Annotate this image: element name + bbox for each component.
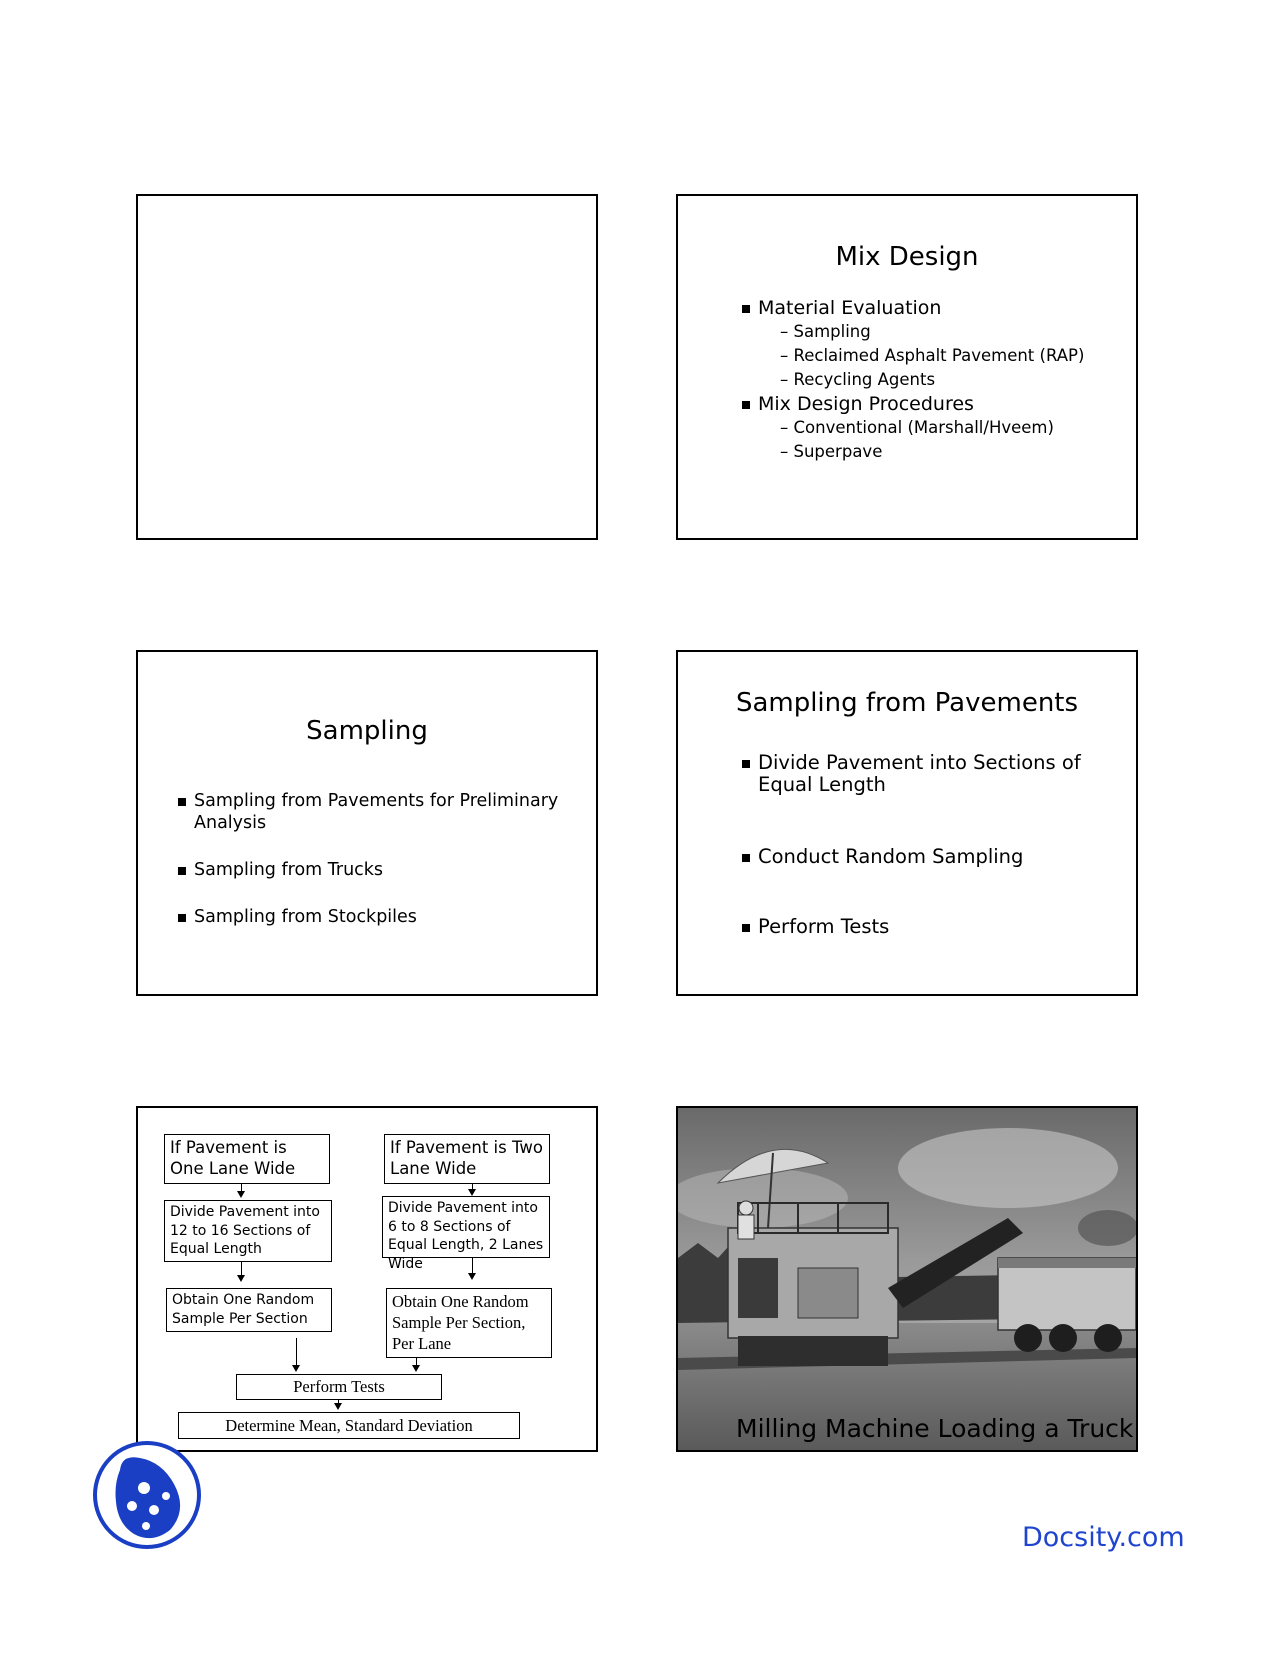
- slide-title: Sampling from Pavements: [735, 688, 1079, 718]
- divide-two-lane-box: Divide Pavement into 6 to 8 Sections of Equal Length, 2 Lanes Wide: [382, 1196, 550, 1258]
- bullet-text: Mix Design Procedures: [758, 393, 974, 415]
- one-lane-box: If Pavement is One Lane Wide: [164, 1134, 330, 1184]
- photo-caption: Milling Machine Loading a Truck: [736, 1414, 1134, 1443]
- slide-blank: [136, 194, 598, 540]
- docsity-brand-link[interactable]: Docsity.com: [1022, 1522, 1185, 1553]
- sample-one-lane-box: Obtain One Random Sample Per Section: [166, 1288, 332, 1332]
- sample-two-lane-box: Obtain One Random Sample Per Section, Per Lane: [386, 1288, 552, 1358]
- two-lane-box: If Pavement is Two Lane Wide: [384, 1134, 550, 1184]
- list-item: Perform Tests: [740, 916, 1120, 938]
- sub-item: – Sampling: [780, 320, 1120, 344]
- slide-sampling: [136, 650, 598, 996]
- list-item: Sampling from Pavements for Preliminary Analysis: [176, 790, 576, 834]
- slide-sampling-from-pavements: [676, 650, 1138, 996]
- list-item: Divide Pavement into Sections of Equal Length: [740, 752, 1120, 796]
- slide-title: Mix Design: [835, 242, 979, 272]
- flow-arrow: [296, 1338, 297, 1370]
- list-item: Sampling from Stockpiles: [176, 906, 576, 928]
- bullet-list: [176, 790, 576, 953]
- sub-list: [758, 320, 1120, 392]
- perform-tests-box: Perform Tests: [236, 1374, 442, 1400]
- determine-mean-box: Determine Mean, Standard Deviation: [178, 1412, 520, 1439]
- flow-arrow: [472, 1184, 473, 1194]
- sub-item: – Reclaimed Asphalt Pavement (RAP): [780, 344, 1120, 368]
- flow-arrow: [472, 1258, 473, 1278]
- list-item: [740, 392, 1120, 464]
- flow-arrow: [241, 1262, 242, 1280]
- list-item: [740, 296, 1120, 392]
- milling-machine-photo: [678, 1108, 1136, 1450]
- bullet-text: Material Evaluation: [758, 297, 942, 319]
- slide-mix-design: [676, 194, 1138, 540]
- bullet-list: [740, 752, 1120, 938]
- sub-item: – Superpave: [780, 440, 1120, 464]
- sub-item: – Recycling Agents: [780, 368, 1120, 392]
- slide-photo: [676, 1106, 1138, 1452]
- list-item: Sampling from Trucks: [176, 859, 576, 881]
- sub-list: [758, 416, 1120, 464]
- divide-one-lane-box: Divide Pavement into 12 to 16 Sections of Equal Length: [164, 1200, 332, 1262]
- flow-arrow: [338, 1400, 339, 1408]
- flow-arrow: [416, 1358, 417, 1370]
- bullet-list: [740, 296, 1120, 464]
- docsity-logo-icon: [92, 1440, 202, 1550]
- sub-item: – Conventional (Marshall/Hveem): [780, 416, 1120, 440]
- list-item: Conduct Random Sampling: [740, 846, 1120, 868]
- flow-arrow: [241, 1184, 242, 1196]
- slide-title: Sampling: [306, 716, 428, 746]
- slide-flowchart: [136, 1106, 598, 1452]
